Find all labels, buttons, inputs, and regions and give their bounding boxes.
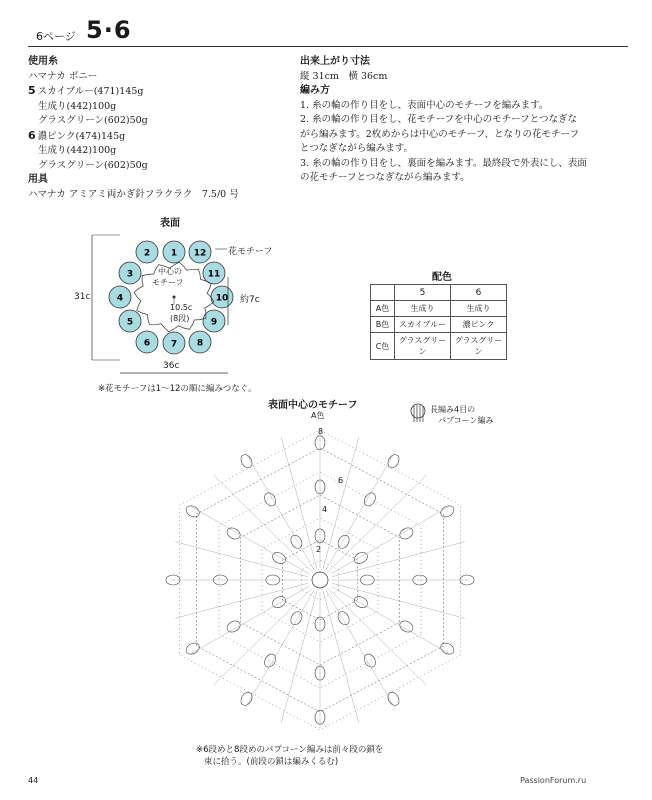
set5-item: グラスグリーン(602)50g (38, 115, 148, 126)
popcorn-stitch (352, 594, 369, 610)
flower-motif-number: 12 (193, 248, 207, 259)
set6-item: 生成り(442)100g (38, 145, 117, 156)
popcorn-stitch (439, 504, 456, 520)
center-size-label: 10.5c (170, 303, 193, 312)
flower-motif-number: 10 (215, 293, 229, 304)
chain-line (214, 475, 312, 571)
table-row (371, 317, 507, 333)
popcorn-stitch (439, 641, 456, 657)
width-dim-label: 36c (163, 361, 180, 371)
chain-line (329, 589, 427, 685)
center-motif-title: 表面中心のモチーフ (268, 400, 358, 411)
chain-line (245, 452, 314, 570)
chain-line (281, 437, 317, 568)
popcorn-stitch (184, 504, 201, 520)
flower-motif-number: 8 (196, 338, 204, 349)
chain-line (175, 583, 308, 618)
popcorn-stitch (271, 550, 288, 566)
chain-line (323, 437, 359, 568)
color-a-label: A色 (311, 411, 325, 420)
flower-motif-number: 11 (207, 269, 221, 280)
popcorn-stitch (362, 491, 378, 508)
footer-note (196, 744, 383, 768)
legend-text-2: パプコーン編み (438, 416, 494, 425)
table-cell: 生成り (451, 301, 507, 317)
page-number: 44 (28, 776, 39, 785)
footer-note-line: 束に拾う。(前段の鎖は編みくるむ) (204, 757, 339, 767)
center-motif-label-2: モチーフ (152, 278, 184, 287)
set6-main (28, 129, 288, 145)
popcorn-stitch (352, 550, 369, 566)
chain-line (329, 475, 427, 571)
tools-heading: 用具 (28, 174, 48, 185)
crochet-symbols (166, 430, 474, 730)
method-line: がら編みます。2枚めからは中心のモチーフ、となりの花モチーフ (300, 128, 580, 140)
header-rule (28, 46, 628, 47)
chain-line (330, 506, 450, 574)
table-cell: 濃ピンク (451, 317, 507, 333)
materials-section (28, 55, 288, 202)
popcorn-stitch (386, 453, 402, 470)
popcorn-stitch (239, 690, 255, 707)
row-label: B色 (371, 317, 395, 333)
chain-line (175, 542, 308, 577)
popcorn-stitch (289, 610, 305, 627)
method-line: 3. 糸の輪の作り目をし、裏面を編みます。最終段で外表にし、表面 (300, 157, 587, 169)
color-table-col-header: 5 (395, 285, 451, 301)
popcorn-stitch (336, 533, 352, 550)
center-motif-chart (140, 420, 500, 740)
color-table-corner (371, 285, 395, 301)
row-label-8: 8 (318, 427, 324, 436)
method-heading: 編み方 (300, 85, 330, 96)
flower-motif-label: 花モチーフ (228, 247, 273, 257)
set6-item: グラスグリーン(602)50g (38, 159, 148, 171)
yarn-brand: ハマナカ ボニー (28, 70, 98, 82)
chain-line (281, 592, 317, 723)
flower-motif-number: 3 (126, 269, 134, 280)
set6-number: 6 (28, 128, 36, 142)
flower-motif-number: 9 (210, 317, 218, 328)
popcorn-stitch (386, 690, 402, 707)
set5-main-text: スカイブルー(471)145g (37, 86, 144, 97)
row-label: C色 (371, 333, 395, 360)
chain-line (190, 586, 310, 654)
popcorn-stitch (289, 533, 305, 550)
surface-diagram-title: 表面 (160, 218, 180, 229)
chain-line (214, 589, 312, 685)
watermark: PassionForum.ru (520, 776, 587, 785)
popcorn-stitch (262, 491, 278, 508)
flower-motif-number: 4 (116, 293, 124, 304)
color-table-title: 配色 (432, 272, 452, 283)
row-label-6: 6 (338, 476, 344, 485)
legend-text-1: 長編み4目の (430, 405, 476, 414)
popcorn-stitch (398, 526, 415, 542)
pattern-number: 5·6 (86, 16, 132, 44)
size-value: 縦 31cm 横 36cm (300, 70, 388, 82)
color-table (370, 284, 507, 360)
row-label: A色 (371, 301, 395, 317)
page-reference: 6ページ (36, 30, 76, 43)
method-section (300, 55, 630, 186)
magic-ring (312, 572, 328, 588)
popcorn-stitch (184, 641, 201, 657)
chain-line (190, 506, 310, 574)
row-label-4: 4 (322, 505, 328, 514)
table-cell: グラスグリーン (395, 333, 451, 360)
flower-dim-label: 約7c (240, 295, 260, 305)
table-cell: グラスグリーン (451, 333, 507, 360)
footer-note-line: ※6段めと8段めのパプコーン編みは前々段の鎖を (196, 745, 384, 755)
table-row (371, 333, 507, 360)
chain-line (330, 586, 450, 654)
table-cell: 生成り (395, 301, 451, 317)
size-heading: 出来上がり寸法 (300, 56, 370, 67)
popcorn-stitch (271, 594, 288, 610)
chain-line (326, 590, 395, 708)
tools-text: ハマナカ アミアミ両かぎ針フラクラク 7.5/0 号 (28, 188, 239, 200)
yarn-heading: 使用糸 (28, 56, 58, 67)
popcorn-stitch (398, 619, 415, 635)
set5-item: 生成り(442)100g (38, 100, 117, 112)
height-dim-label: 31c (74, 292, 91, 302)
popcorn-stitch (239, 453, 255, 470)
color-table-col-header: 6 (451, 285, 507, 301)
set5-main (28, 84, 288, 100)
method-line: 2. 糸の輪の作り目をし、花モチーフを中心のモチーフとつなぎな (300, 114, 577, 125)
popcorn-stitch (225, 526, 242, 542)
method-line: 1. 糸の輪の作り目をし、表面中心のモチーフを編みます。 (300, 99, 549, 111)
popcorn-stitch (262, 652, 278, 669)
chain-line (323, 592, 359, 723)
popcorn-stitch (362, 652, 378, 669)
flower-motif-number: 5 (126, 317, 134, 328)
method-line: とつなぎながら編みます。 (300, 143, 414, 154)
center-motif-label-1: 中心の (158, 267, 182, 276)
table-cell: スカイブルー (395, 317, 451, 333)
row-label-2: 2 (316, 545, 322, 554)
chain-line (332, 583, 465, 618)
set5-number: 5 (28, 84, 36, 97)
popcorn-stitch (225, 619, 242, 635)
set6-main-text: 濃ピンク(474)145g (37, 130, 126, 142)
method-line: の花モチーフとつなぎながら編みます。 (300, 172, 470, 183)
flower-motif-number: 7 (170, 339, 178, 350)
surface-note: ※花モチーフは1～12の順に編みつなぐ。 (98, 384, 257, 394)
page-header (28, 18, 628, 50)
flower-motif-number: 2 (143, 248, 151, 259)
table-row (371, 301, 507, 317)
popcorn-stitch (336, 610, 352, 627)
flower-motif-number: 1 (170, 248, 178, 259)
flower-motifs (109, 241, 233, 354)
chain-line (332, 542, 465, 577)
flower-motif-number: 6 (143, 338, 151, 349)
center-rows-label: (8段) (170, 314, 190, 323)
